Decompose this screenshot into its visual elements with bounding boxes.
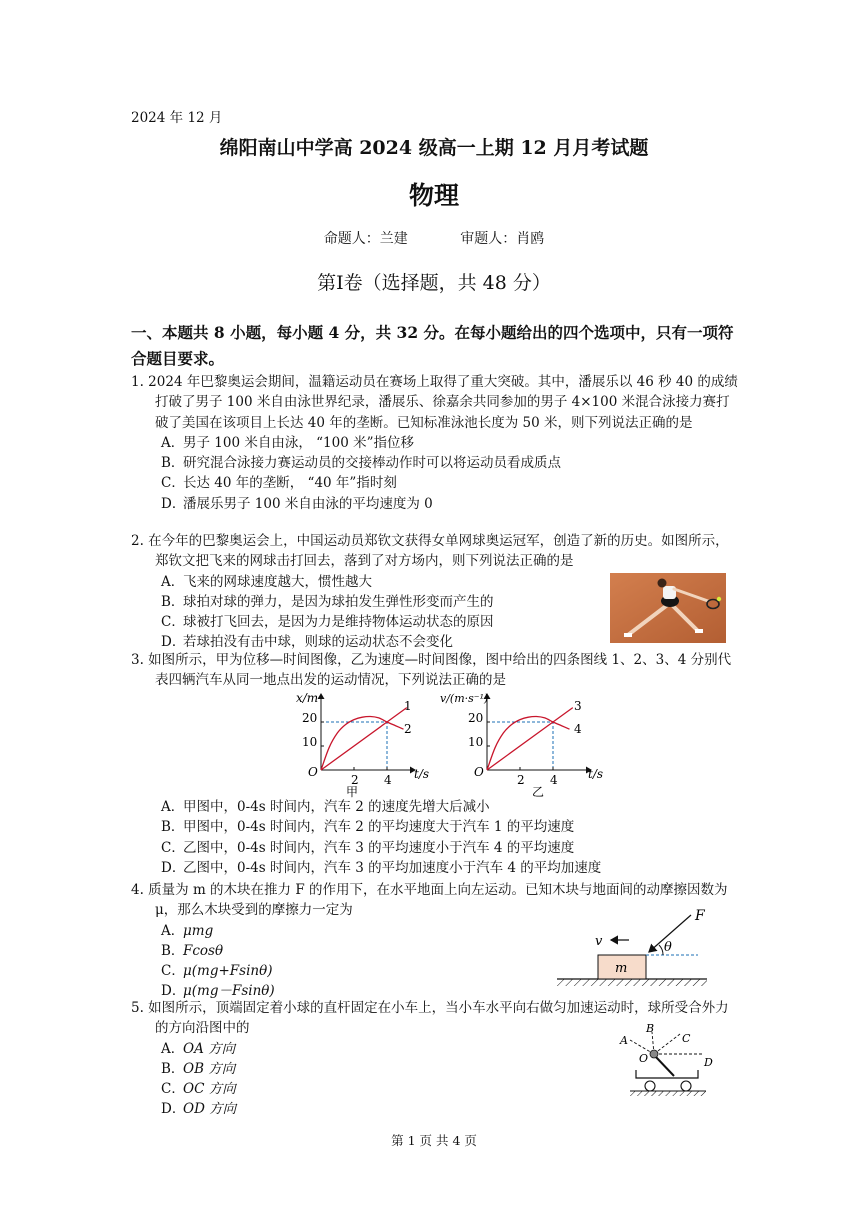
series-label-3: 3 — [574, 699, 582, 713]
option-c: C．OC 方向 — [161, 1081, 236, 1098]
point-label-b: B — [646, 1022, 655, 1035]
option-c: C．μ(mg+Fsinθ) — [161, 963, 273, 980]
reviewer: 审题人：肖鸥 — [460, 231, 545, 247]
velocity-label: v — [595, 934, 603, 949]
cart-body — [636, 1070, 698, 1078]
ground-hatch — [557, 979, 707, 986]
mass-label: m — [615, 961, 628, 976]
ball — [650, 1050, 658, 1058]
option-a: A．甲图中，0-4s 时间内，汽车 2 的速度先增大后减小 — [161, 799, 490, 815]
series-label-2: 2 — [404, 722, 412, 736]
ground-hatch — [630, 1091, 706, 1096]
x-tick-label: 2 — [517, 773, 525, 787]
question-stem: 4. 质量为 m 的木块在推力 F 的作用下，在水平地面上向左运动。已知木块与地面间的动摩擦因数为μ，那么木块受到的摩擦力一定为 — [131, 882, 728, 919]
question-stem: 3. 如图所示，甲为位移—时间图像，乙为速度—时间图像，图中给出的四条图线 1、2、3、4 分别代表四辆汽车从同一地点出发的运动情况，下列说法正确的是 — [131, 652, 732, 689]
y-axis-label: v/(m·s⁻¹) — [440, 692, 489, 705]
option-b: B．研究混合泳接力赛运动员的交接棒动作时可以将运动员看成质点 — [161, 455, 561, 472]
option-d: D．乙图中，0-4s 时间内，汽车 3 的平均加速度小于汽车 4 的平均加速度 — [161, 859, 602, 876]
angle-arc — [659, 945, 663, 955]
option-a: A．OA 方向 — [161, 1040, 236, 1057]
page-footer: 第 1 页 共 4 页 — [391, 1133, 477, 1148]
question-stem: 5. 如图所示，顶端固定着小球的直杆固定在小车上，当小车水平向右做匀加速运动时，球所受合外力的方向沿图中的 — [131, 1000, 729, 1037]
option-b: B．甲图中，0-4s 时间内，汽车 2 的平均速度大于汽车 1 的平均速度 — [161, 819, 575, 836]
question-3-options — [131, 797, 741, 878]
option-c: C．长达 40 年的垄断， “40 年”指时刻 — [161, 475, 397, 492]
subject-title: 物理 — [408, 181, 459, 210]
origin-label: O — [474, 765, 484, 779]
tennis-ball — [717, 597, 721, 601]
point-label-c: C — [682, 1032, 691, 1045]
series-label-1: 1 — [404, 699, 412, 713]
block-figure — [553, 905, 713, 990]
exam-title: 绵阳南山中学高 2024 级高一上期 12 月月考试题 — [219, 137, 649, 159]
x-axis-label: t/s — [588, 767, 604, 781]
series-line-4 — [487, 716, 570, 770]
tennis-photo — [610, 573, 726, 643]
question-3 — [131, 650, 741, 691]
player-head — [658, 579, 667, 588]
shoe — [695, 629, 703, 633]
y-tick-label: 10 — [468, 735, 484, 749]
point-label-d: D — [704, 1056, 713, 1069]
option-d: D．OD 方向 — [161, 1101, 237, 1118]
x-tick-label: 4 — [384, 773, 392, 787]
section-heading: 一、本题共 8 小题，每小题 4 分，共 32 分。在每小题给出的四个选项中，只有一项符合题目要求。 — [131, 323, 734, 368]
figure-caption: 乙 — [532, 785, 545, 799]
option-b: B．球拍对球的弹力，是因为球拍发生弹性形变而产生的 — [161, 593, 494, 610]
origin-label: O — [308, 765, 318, 779]
y-tick-label: 20 — [302, 711, 318, 725]
x-tick-label: 4 — [550, 773, 558, 787]
y-tick-label: 10 — [302, 735, 318, 749]
y-tick-label: 20 — [468, 711, 484, 725]
option-a: A．飞来的网球速度越大，惯性越大 — [161, 573, 372, 590]
x-axis-label: t/s — [414, 767, 430, 781]
angle-label: θ — [664, 940, 672, 955]
question-stem: 2. 在今年的巴黎奥运会上，中国运动员郑钦文获得女单网球奥运冠军，创造了新的历史。如图所示，郑钦文把飞来的网球击打回去，落到了对方场内，则下列说法正确的是 — [131, 533, 729, 570]
y-axis-label: x/m — [296, 691, 319, 705]
series-line-2 — [321, 716, 404, 770]
car-figure — [612, 1022, 722, 1104]
figure-caption: 甲 — [346, 785, 359, 799]
series-label-4: 4 — [574, 722, 582, 736]
question-stem: 1. 2024 年巴黎奥运会期间，温籍运动员在赛场上取得了重大突破。其中，潘展乐以 46 秒 40 的成绩打破了男子 100 米自由泳世界纪录，潘展乐、徐嘉余共同参加的男子 4×100 米混合泳接力赛打破了美国在该项目上长达 40 年的垄断。已知标准泳池长度为 50 米，则下列说法正确的是 — [131, 374, 738, 431]
point-label-o: O — [639, 1052, 649, 1065]
shoe — [624, 633, 632, 637]
authors-line — [0, 228, 868, 248]
option-d: D．若球拍没有击中球，则球的运动状态不会变化 — [161, 634, 453, 651]
option-c: C．球被打飞回去，是因为力是维持物体运动状态的原因 — [161, 614, 494, 631]
cart-wheel — [645, 1081, 655, 1091]
x-tick-label: 2 — [351, 773, 359, 787]
option-a: A．μmg — [161, 922, 214, 939]
author: 命题人：兰建 — [323, 231, 408, 247]
cart-wheel — [681, 1081, 691, 1091]
direction-oc — [654, 1034, 680, 1054]
point-label-a: A — [620, 1034, 628, 1047]
graph-jia — [288, 688, 438, 798]
option-b: B．Fcosθ — [161, 942, 224, 959]
option-d: D．μ(mg－Fsinθ) — [161, 983, 275, 1000]
option-c: C．乙图中，0-4s 时间内，汽车 3 的平均速度小于汽车 4 的平均速度 — [161, 839, 575, 856]
option-a: A．男子 100 米自由泳， “100 米”指位移 — [161, 434, 415, 451]
volume-heading: 第Ⅰ卷（选择题，共 48 分） — [317, 272, 551, 294]
option-d: D．潘展乐男子 100 米自由泳的平均速度为 0 — [161, 495, 433, 512]
force-label: F — [695, 908, 705, 924]
graph-yi — [440, 688, 614, 799]
question-1 — [131, 372, 741, 514]
rod — [655, 1056, 674, 1076]
option-b: B．OB 方向 — [161, 1060, 236, 1077]
exam-date: 2024 年 12 月 — [131, 110, 223, 126]
